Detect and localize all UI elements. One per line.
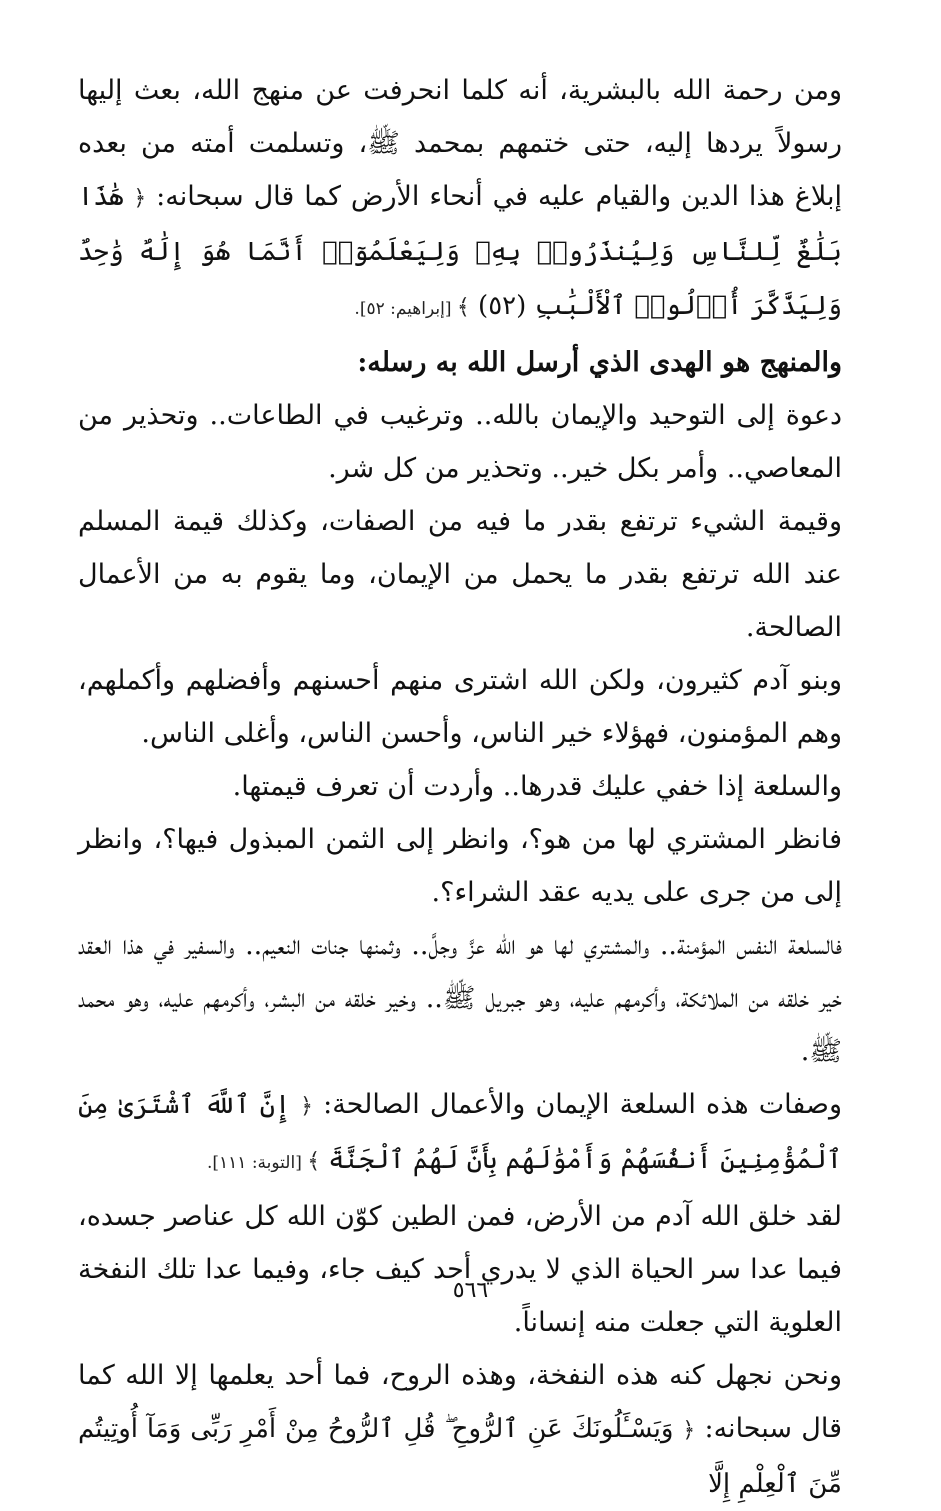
paragraph-text: ومن رحمة الله بالبشرية، أنه كلما انحرفت عن منهج الله، بعث إليها رسولاً يردها إليه، حتى ختمهم بمحمد ﷺ، وتسلمت أمته من بعده إبلاغ هذا الدين والقيام عليه في أنحاء الأرض كما قال سبحانه: <box>78 75 842 212</box>
paragraph <box>78 64 842 336</box>
page-number: ٥٦٦ <box>452 1278 489 1303</box>
ornate-bracket: ﴿ <box>300 1094 313 1119</box>
quran-verse: وَيَسْـَٔلُونَكَ عَنِ ٱلرُّوحِ ۖ قُلِ ٱلرُّوحُ مِنْ أَمْرِ رَبِّى وَمَآ أُوتِيتُم مِّنَ ٱلْعِلْمِ إِلَّا <box>78 1414 842 1499</box>
paragraph: دعوة إلى التوحيد والإيمان بالله.. وترغيب في الطاعات.. وتحذير من المعاصي.. وأمر بكل خير.. وتحذير من كل شر. <box>78 400 842 484</box>
paragraph: فانظر المشتري لها من هو؟، وانظر إلى الثمن المبذول فيها؟، وانظر إلى من جرى على يديه عقد الشراء؟. <box>78 824 842 908</box>
paragraph: وقيمة الشيء ترتفع بقدر ما فيه من الصفات، وكذلك قيمة المسلم عند الله ترتفع بقدر ما يحمل من الإيمان، وما يقوم به من الأعمال الصالحة. <box>78 506 842 643</box>
ornate-bracket: ﴾ <box>307 1149 321 1174</box>
quran-verse: هَٰذَا بَلَٰغٌ لِّلنَّاسِ وَلِيُنذَرُوا۟ بِهِۦ وَلِيَعْلَمُوٓا۟ أَنَّمَا هُوَ إِلَٰهٌ وَٰحِدٌ وَلِيَذَّكَّرَ أُو۟لُوا۟ ٱلْأَلْبَٰبِ (٥٢) <box>78 182 842 321</box>
paragraph <box>78 1078 842 1190</box>
paragraph <box>78 1349 842 1511</box>
quran-verse: إِنَّ ٱللَّهَ ٱشْتَرَىٰ مِنَ ٱلْمُؤْمِنِينَ أَنفُسَهُمْ وَأَمْوَٰلَهُم بِأَنَّ لَهُمُ ٱلْجَنَّةَ <box>78 1090 842 1175</box>
paragraph: وبنو آدم كثيرون، ولكن الله اشترى منهم أحسنهم وأفضلهم وأكملهم، وهم المؤمنون، فهؤلاء خير الناس، وأحسن الناس، وأغلى الناس. <box>78 665 842 749</box>
ornate-bracket: ﴿ <box>682 1418 696 1443</box>
verse-reference: [التوبة: ١١١]. <box>206 1153 308 1173</box>
ornate-bracket: ﴿ <box>133 186 147 211</box>
paragraph: فالسلعة النفس المؤمنة.. والمشتري لها هو الله عزَّ وجلَّ.. وثمنها جنات النعيم.. والسفير في هذا العقد خير خلقه من الملائكة، وأكرمهم عليه، وهو جبريل ﷺ.. وخير خلقه من البشر، وأكرمهم عليه، وهو محمد ﷺ. <box>78 930 842 1067</box>
section-heading: والمنهج هو الهدى الذي أرسل الله به رسله: <box>357 347 842 378</box>
paragraph-text: وصفات هذه السلعة الإيمان والأعمال الصالحة: <box>312 1089 843 1120</box>
paragraph-text: ونحن نجهل كنه هذه النفخة، وهذه الروح، فما أحد يعلمها إلا الله كما قال سبحانه: <box>78 1360 842 1444</box>
ornate-bracket: ﴾ <box>456 295 470 320</box>
verse-reference: [إبراهيم: ٥٢]. <box>354 299 457 319</box>
paragraph: لقد خلق الله آدم من الأرض، فمن الطين كوّن الله كل عناصر جسده، فيما عدا سر الحياة الذي لا يدري أحد كيف جاء، وفيما عدا تلك النفخة العلوية التي جعلت منه إنساناً. <box>78 1201 842 1338</box>
paragraph: والسلعة إذا خفي عليك قدرها.. وأردت أن تعرف قيمتها. <box>232 771 842 802</box>
